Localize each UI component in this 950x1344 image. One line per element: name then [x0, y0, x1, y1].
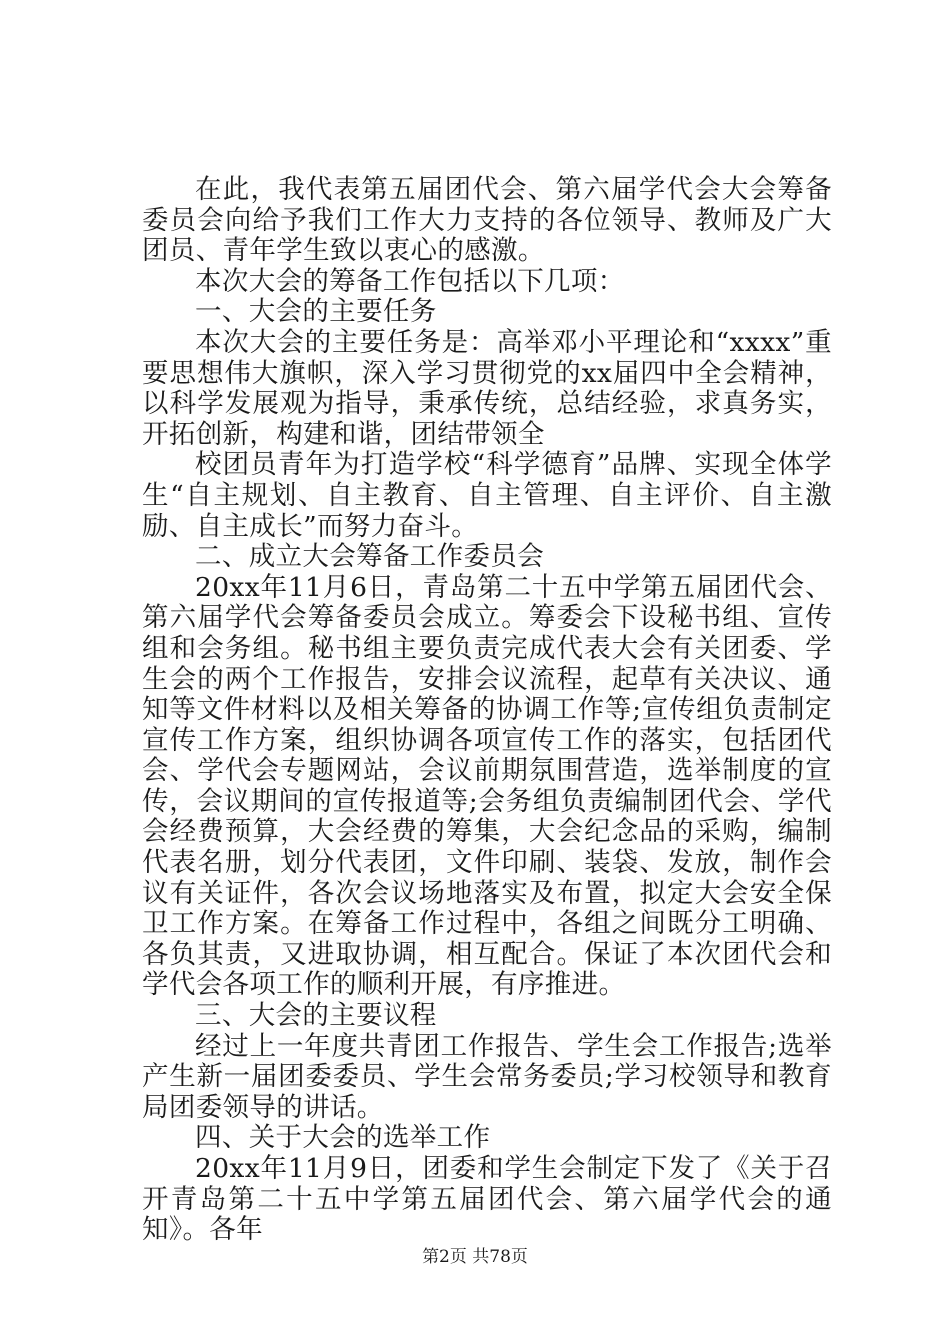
paragraph-agenda: 经过上一年度共青团工作报告、学生会工作报告;选举产生新一届团委委员、学生会常务委员;学习校领导和教育局团委领导的讲话。 [142, 1030, 832, 1123]
heading-main-tasks: 一、大会的主要任务 [195, 296, 437, 328]
paragraph-committee: 20xx年11月6日，青岛第二十五中学第五届团代会、第六届学代会筹备委员会成立。筹委会下设秘书组、宣传组和会务组。秘书组主要负责完成代表大会有关团委、学生会的两个工作报告，安排会议流程，起草有关决议、通知等文件材料以及相关筹备的协调工作等;宣传组负责制定宣传工作方案，组织协调各项宣传工作的落实，包括团代会、学代会专题网站，会议前期氛围营造，选举制度的宣传，会议期间的宣传报道等;会务组负责编制团代会、学代会经费预算，大会经费的筹集，大会纪念品的采购，编制代表名册，划分代表团，文件印刷、装袋、发放，制作会议有关证件，各次会议场地落实及布置，拟定大会安全保卫工作方案。在筹备工作过程中，各组之间既分工明确、各负其责，又进取协调，相互配合。保证了本次团代会和学代会各项工作的顺利开展，有序推进。 [142, 571, 832, 1001]
heading-election: 四、关于大会的选举工作 [195, 1122, 491, 1154]
paragraph-election: 20xx年11月9日，团委和学生会制定下发了《关于召开青岛第二十五中学第五届团代会、第六届学代会的通知》。各年 [142, 1153, 832, 1246]
paragraph-prep-intro: 本次大会的筹备工作包括以下几项： [195, 265, 625, 297]
heading-committee: 二、成立大会筹备工作委员会 [195, 541, 545, 573]
page-number-footer: 第2页 共78页 [422, 1247, 528, 1267]
document-body [142, 175, 832, 1246]
paragraph-main-tasks-cont: 校团员青年为打造学校“科学德育”品牌、实现全体学生“自主规划、自主教育、自主管理、自主评价、自主激励、自主成长”而努力奋斗。 [142, 449, 832, 542]
paragraph-thanks: 在此，我代表第五届团代会、第六届学代会大会筹备委员会向给予我们工作大力支持的各位领导、教师及广大团员、青年学生致以衷心的感激。 [142, 174, 832, 267]
heading-agenda: 三、大会的主要议程 [195, 1000, 437, 1032]
paragraph-main-tasks: 本次大会的主要任务是：高举邓小平理论和“xxxx”重要思想伟大旗帜，深入学习贯彻党的xx届四中全会精神，以科学发展观为指导，秉承传统，总结经验，求真务实，开拓创新，构建和谐，团结带领全 [142, 326, 832, 450]
